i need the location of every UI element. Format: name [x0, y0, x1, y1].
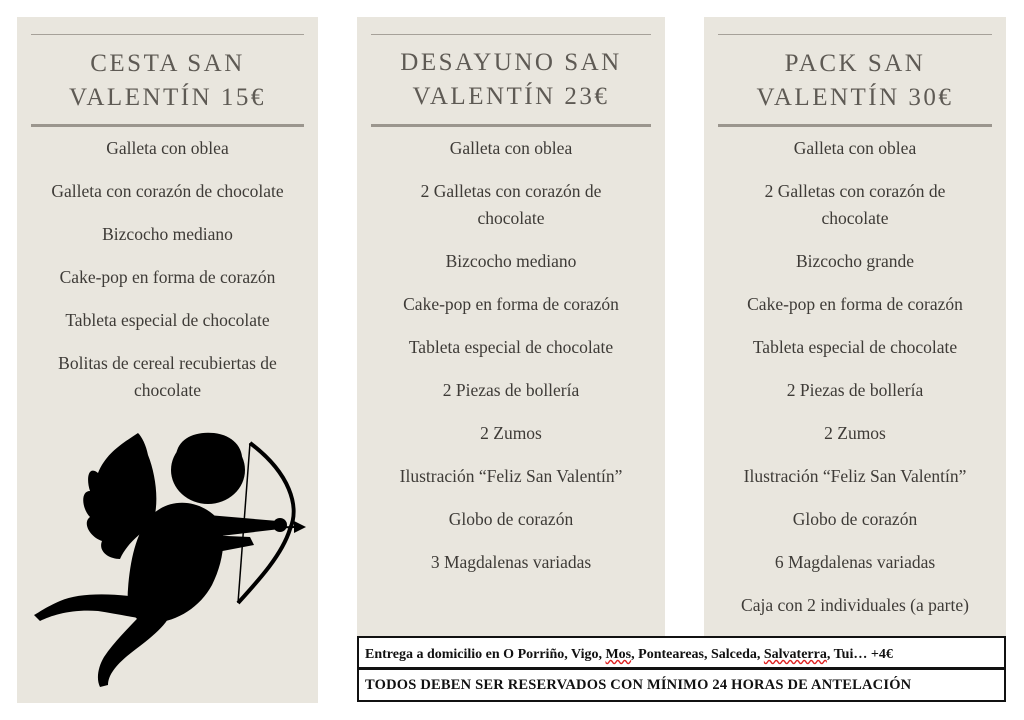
list-item: Tableta especial de chocolate — [408, 337, 614, 357]
top-divider — [31, 34, 304, 35]
title-divider — [371, 124, 651, 127]
title-line-2: VALENTÍN 23€ — [412, 83, 610, 110]
list-item: 6 Magdalenas variadas — [774, 552, 936, 572]
list-item: 2 Galletas con corazón de chocolate — [420, 181, 602, 228]
list-item: Globo de corazón — [792, 509, 918, 529]
title-line-1: PACK SAN — [784, 50, 926, 77]
card-title — [357, 46, 665, 114]
list-item: Caja con 2 individuales (a parte) — [741, 595, 969, 615]
menu-card-pack — [704, 17, 1006, 637]
title-line-1: DESAYUNO SAN — [400, 49, 622, 76]
item-list — [367, 135, 655, 592]
card-title — [704, 47, 1006, 115]
item-list — [27, 135, 308, 420]
delivery-notice — [357, 636, 1006, 669]
top-divider — [371, 34, 651, 35]
delivery-text-part-3: , Tui… +4€ — [826, 647, 893, 662]
list-item: Cake-pop en forma de corazón — [403, 294, 619, 314]
list-item: Tableta especial de chocolate — [65, 310, 270, 330]
list-item: Tableta especial de chocolate — [752, 337, 958, 357]
delivery-town-mos: Mos — [605, 647, 632, 662]
list-item: Bizcocho grande — [795, 251, 915, 271]
list-item: Cake-pop en forma de corazón — [747, 294, 963, 314]
list-item: 2 Galletas con corazón de chocolate — [764, 181, 946, 228]
delivery-text-part-1: Entrega a domicilio en O Porriño, Vigo, — [365, 647, 606, 662]
list-item: 3 Magdalenas variadas — [430, 552, 592, 572]
title-divider — [718, 124, 992, 127]
cupid-illustration — [28, 425, 306, 691]
list-item: Galleta con corazón de chocolate — [51, 181, 284, 201]
list-item: Galleta con oblea — [793, 138, 917, 158]
list-item: Ilustración “Feliz San Valentín” — [399, 466, 623, 486]
menu-card-desayuno — [357, 17, 665, 637]
delivery-text-part-2: , Ponteareas, Salceda, — [631, 647, 764, 662]
list-item: Bolitas de cereal recubiertas de chocolate — [58, 353, 277, 400]
list-item: Ilustración “Feliz San Valentín” — [743, 466, 967, 486]
list-item: Globo de corazón — [448, 509, 574, 529]
list-item: 2 Piezas de bollería — [442, 380, 580, 400]
top-divider — [718, 34, 992, 35]
item-list — [714, 135, 996, 635]
list-item: Cake-pop en forma de corazón — [59, 267, 276, 287]
list-item: Galleta con oblea — [106, 138, 229, 158]
list-item: Galleta con oblea — [449, 138, 573, 158]
title-line-2: VALENTÍN 30€ — [756, 84, 954, 111]
reservation-notice: TODOS DEBEN SER RESERVADOS CON MÍNIMO 24 HORAS DE ANTELACIÓN — [357, 668, 1006, 702]
list-item: 2 Zumos — [480, 423, 542, 443]
title-line-1: CESTA SAN — [90, 50, 245, 77]
title-divider — [31, 124, 304, 127]
delivery-town-salvaterra: Salvaterra — [763, 647, 827, 662]
card-title — [17, 47, 318, 115]
list-item: 2 Zumos — [824, 423, 886, 443]
title-line-2: VALENTÍN 15€ — [69, 84, 266, 111]
list-item: Bizcocho mediano — [102, 224, 233, 244]
list-item: Bizcocho mediano — [445, 251, 577, 271]
list-item: 2 Piezas de bollería — [786, 380, 924, 400]
